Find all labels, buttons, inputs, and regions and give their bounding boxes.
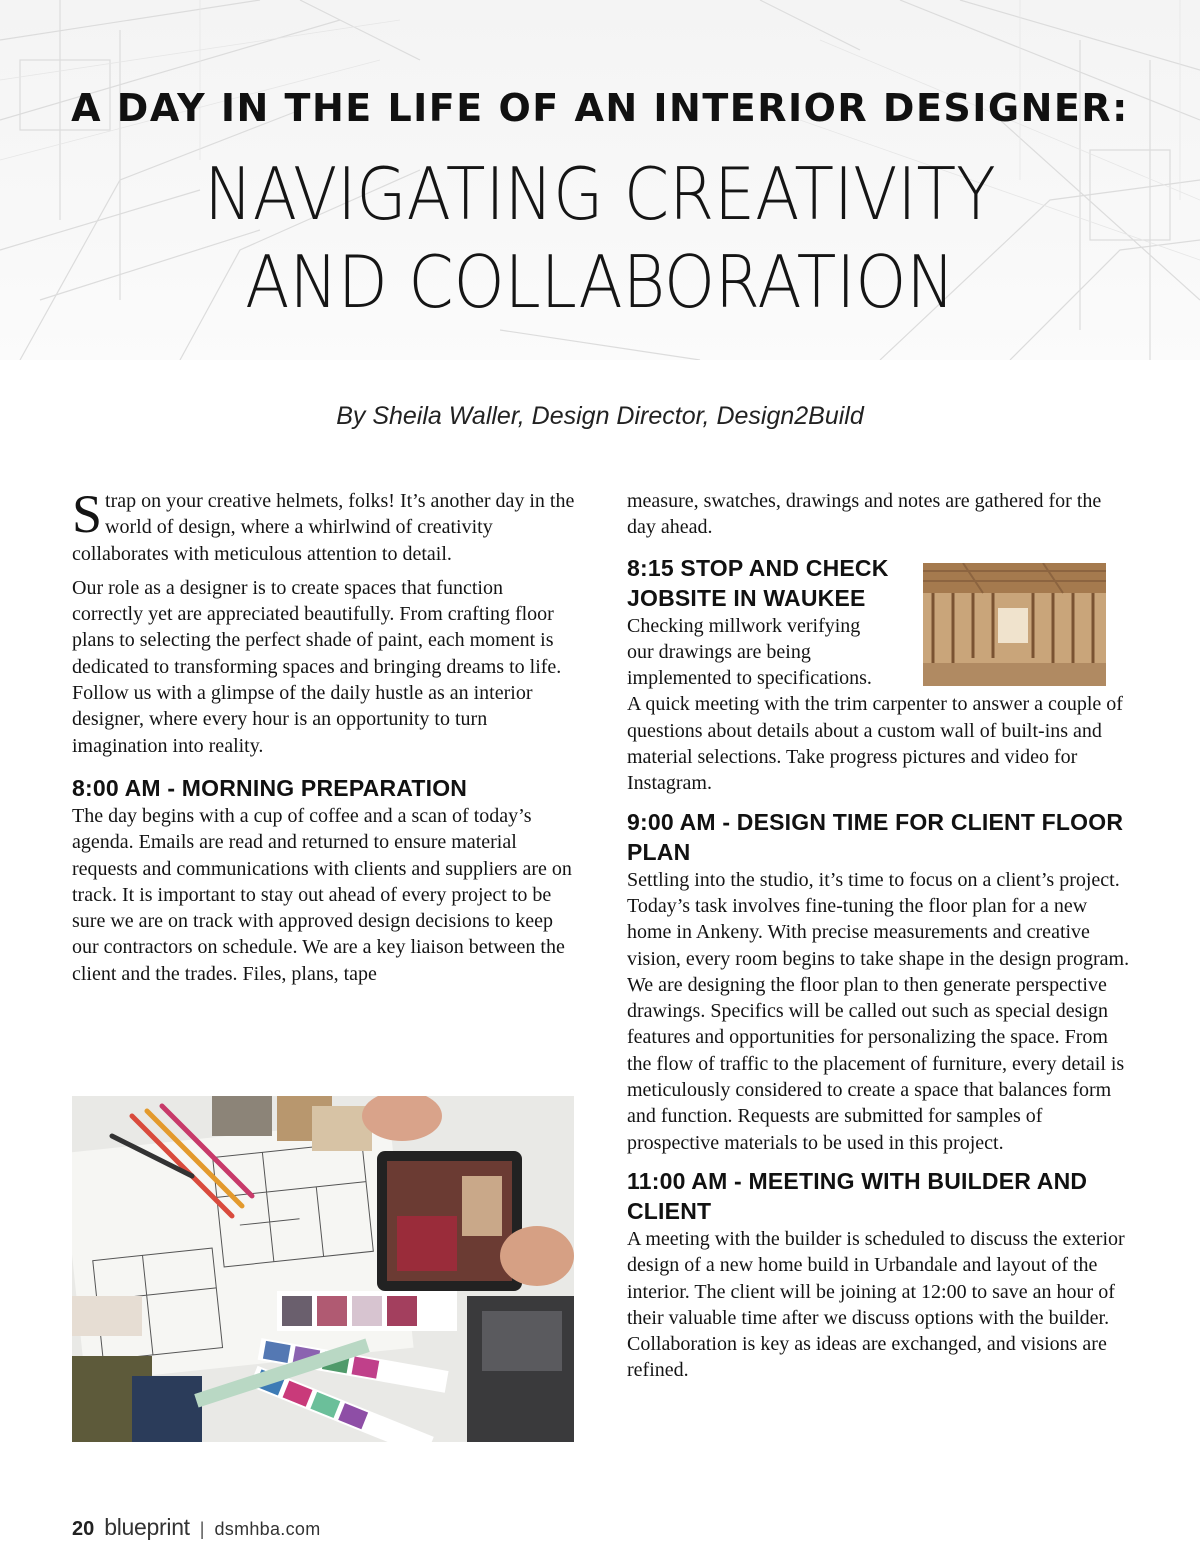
design-materials-photo [72,1096,574,1442]
section-body-jobsite-text: Checking millwork verifying our drawings are being implemented to specifications. A quick meeting with the trim carpenter to answer a couple of questions about details about a custom wall of built-ins and material selections. Take progress pictures and video for Instagram. [627,614,1123,795]
byline: By Sheila Waller, Design Director, Design2Build [336,402,864,430]
section-body-design-time: Settling into the studio, it’s time to focus on a client’s project. Today’s task involves fine-tuning the floor plan for a new home in Ankeny. With precise measurements and creative vision, every room begins to take shape in the design program. We are designing the floor plan to then generate perspective drawings. Specifics will be called out such as special design features and opportunities for personalizing the space. From the flow of traffic to the placement of furniture, every detail is meticulously considered to create a space that balances form and function. Requests are submitted for samples of prospective materials to be used in this project. [627,868,1130,1154]
article-kicker: A DAY IN THE LIFE OF AN INTERIOR DESIGNER: [71,86,1129,130]
section-heading-design-time: 9:00 AM - DESIGN TIME FOR CLIENT FLOOR PLAN [627,808,1124,865]
section-body-morning-preparation-continued: measure, swatches, drawings and notes are gathered for the day ahead. [627,490,1102,539]
left-column [72,484,577,995]
intro-paragraph [72,484,577,567]
headline-line-2: AND COLLABORATION [245,240,955,324]
section-heading-jobsite-waukee: 8:15 STOP AND CHECK JOBSITE IN WAUKEE [627,554,889,611]
jobsite-framing-illustration [923,563,1106,686]
website-link[interactable]: dsmhba.com [214,1519,321,1539]
design-materials-illustration [72,1096,574,1442]
section-heading-morning-preparation: 8:00 AM - MORNING PREPARATION [72,774,468,801]
article-headline [60,150,1140,326]
intro-text: trap on your creative helmets, folks! It’s another day in the world of design, where a whirlwind of creativity collaborates with meticulous attention to detail. [72,490,575,565]
headline-line-1: NAVIGATING CREATIVITY [204,152,996,236]
section-body-builder-meeting: A meeting with the builder is scheduled to discuss the exterior design of a new home build in Urbandale and layout of the interior. The client will be joining at 12:00 to save an hour of their valuable time after we discuss options with the builder. Collaboration is key as ideas are exchanged, and visions are refined. [627,1227,1125,1382]
section-body-morning-preparation: The day begins with a cup of coffee and a scan of today’s agenda. Emails are read and returned to ensure material requests and communications with clients and suppliers are on track. It is important to stay out ahead of every project to be sure we are on track with approved design decisions to keep our contractors on schedule. We are a key liaison between the client and the trades. Files, plans, tape [72,804,572,985]
page-number: 20 [72,1518,95,1540]
footer-separator: | [199,1519,205,1539]
intro-paragraph-2: Our role as a designer is to create spaces that function correctly yet are appreciated beautifully. From crafting floor plans to selecting the perfect shade of paint, each moment is dedicated to transforming spaces and bringing dreams to life. Follow us with a glimpse of the daily hustle as an interior designer, where every hour is an opportunity to turn imagination into reality. [72,576,562,757]
jobsite-photo [923,563,1106,686]
brand-logo: blueprint [104,1514,190,1540]
drop-cap: S [72,484,103,544]
page-footer [72,1514,321,1544]
jobsite-heading-wrap [627,553,897,613]
section-heading-builder-meeting: 11:00 AM - MEETING WITH BUILDER AND CLIENT [627,1167,1088,1224]
